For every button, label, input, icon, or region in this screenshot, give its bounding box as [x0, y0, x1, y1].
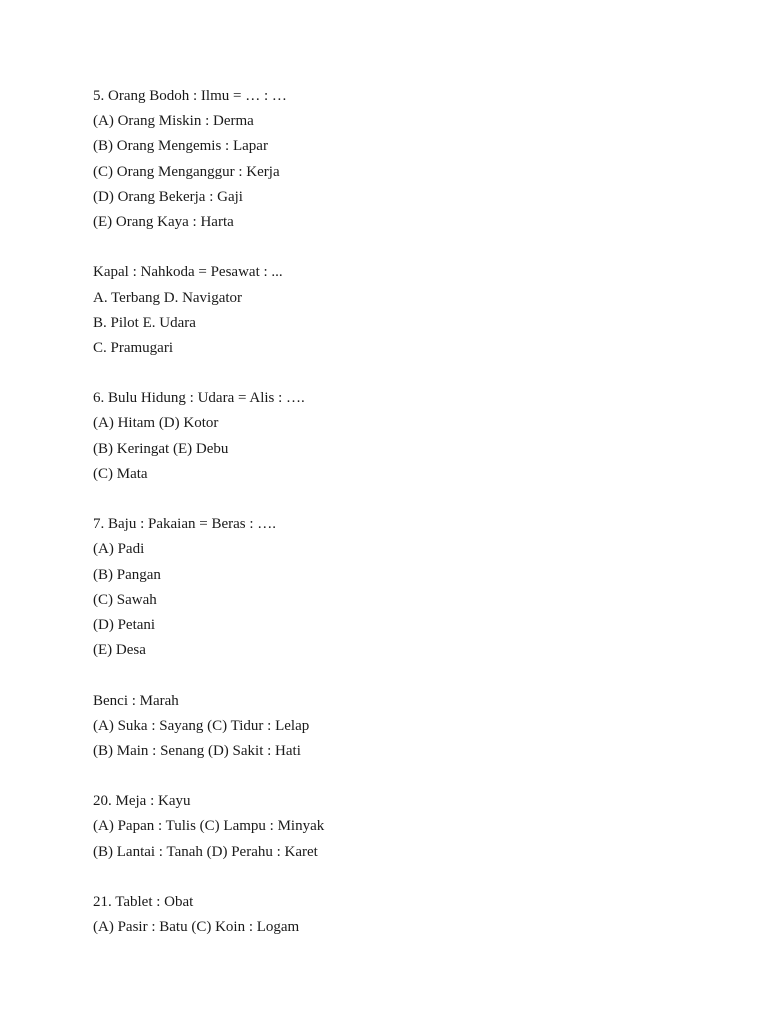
answer-option: (E) Orang Kaya : Harta — [93, 213, 234, 230]
paragraph-spacer — [93, 663, 733, 688]
question-block — [93, 260, 733, 361]
answer-option: (A) Papan : Tulis (C) Lampu : Minyak — [93, 818, 325, 835]
answer-option: (C) Mata — [93, 465, 148, 482]
question-stem: 20. Meja : Kayu — [93, 793, 191, 810]
answer-option: (C) Sawah — [93, 591, 157, 608]
question-stem: 6. Bulu Hidung : Udara = Alis : …. — [93, 390, 305, 407]
question-block — [93, 789, 733, 865]
paragraph-spacer — [93, 235, 733, 260]
answer-option: (B) Lantai : Tanah (D) Perahu : Karet — [93, 843, 318, 860]
question-stem: Kapal : Nahkoda = Pesawat : ... — [93, 264, 283, 281]
paragraph-spacer — [93, 361, 733, 386]
question-stem: Benci : Marah — [93, 692, 179, 709]
document-page — [93, 84, 733, 940]
answer-option: (A) Pasir : Batu (C) Koin : Logam — [93, 919, 300, 936]
answer-option: (B) Orang Mengemis : Lapar — [93, 138, 268, 155]
answer-option: (A) Padi — [93, 541, 145, 558]
answer-option: B. Pilot E. Udara — [93, 314, 196, 331]
paragraph-spacer — [93, 487, 733, 512]
answer-option: A. Terbang D. Navigator — [93, 289, 243, 306]
answer-option: (D) Orang Bekerja : Gaji — [93, 188, 243, 205]
question-block — [93, 689, 733, 765]
answer-option: (B) Main : Senang (D) Sakit : Hati — [93, 742, 301, 759]
answer-option: (A) Orang Miskin : Derma — [93, 113, 254, 130]
question-stem: 5. Orang Bodoh : Ilmu = … : … — [93, 88, 287, 104]
answer-option: (B) Keringat (E) Debu — [93, 440, 229, 457]
answer-option: (A) Suka : Sayang (C) Tidur : Lelap — [93, 717, 310, 734]
question-block — [93, 84, 733, 235]
paragraph-spacer — [93, 865, 733, 890]
answer-option: (E) Desa — [93, 642, 146, 659]
question-block — [93, 512, 733, 663]
paragraph-spacer — [93, 764, 733, 789]
answer-option: C. Pramugari — [93, 339, 173, 356]
question-block — [93, 386, 733, 487]
question-stem: 21. Tablet : Obat — [93, 894, 194, 910]
answer-option: (A) Hitam (D) Kotor — [93, 415, 219, 432]
answer-option: (D) Petani — [93, 616, 156, 633]
answer-option: (C) Orang Menganggur : Kerja — [93, 163, 280, 180]
question-block — [93, 890, 733, 940]
answer-option: (B) Pangan — [93, 566, 161, 583]
question-stem: 7. Baju : Pakaian = Beras : …. — [93, 516, 277, 533]
